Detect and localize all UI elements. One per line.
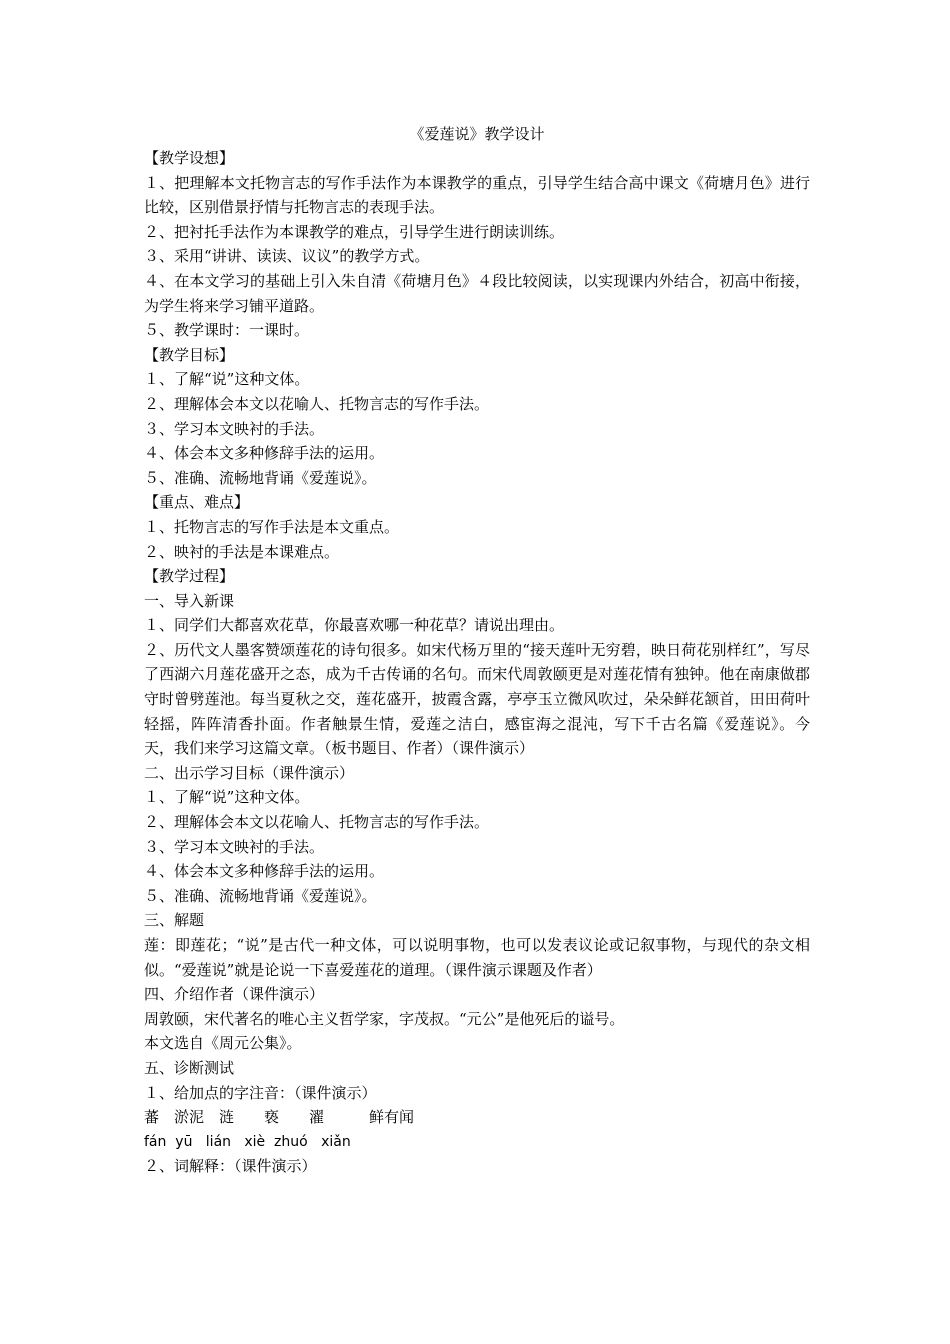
body-line: 【教学目标】 bbox=[144, 345, 235, 364]
body-line: ３、学习本文映衬的手法。 bbox=[144, 419, 325, 438]
body-line: 【教学设想】 bbox=[144, 149, 235, 167]
body-line: ４、在本文学习的基础上引入朱自清《荷塘月色》４段比较阅读，以实现课内外结合，初高中衔接，为学生将来学习铺平道路。 bbox=[144, 271, 810, 315]
body-line: 周敦颐，宋代著名的唯心主义哲学家，字茂叔。“元公”是他死后的谥号。 bbox=[144, 1009, 625, 1028]
body-line: ５、教学课时：一课时。 bbox=[144, 321, 310, 340]
body-line: ５、准确、流畅地背诵《爱莲说》。 bbox=[144, 468, 377, 487]
body-line: ４、体会本文多种修辞手法的运用。 bbox=[144, 862, 385, 881]
vocab-characters-row: 蕃 淤泥 涟 亵 濯 鲜有闻 bbox=[144, 1108, 415, 1127]
body-line: ３、学习本文映衬的手法。 bbox=[144, 837, 325, 856]
body-line-last: ２、词解释：（课件演示） bbox=[144, 1157, 317, 1176]
vocab-pinyin-row: fán yū lián xiè zhuó xiǎn bbox=[144, 1133, 351, 1150]
body-line: １、给加点的字注音：（课件演示） bbox=[144, 1083, 377, 1102]
body-line: 本文选自《周元公集》。 bbox=[144, 1034, 302, 1053]
body-line: ２、历代文人墨客赞颂莲花的诗句很多。如宋代杨万里的“接天莲叶无穷碧，映日荷花别样红”，写尽了西湖六月莲花盛开之态，成为千古传诵的名句。而宋代周敦颐更是对莲花情有独钟。他在南康做郡守时曾劈莲池。每当夏秋之交，莲花盛开，披霞含露，亭亭玉立微风吹过，朵朵鲜花颔首，田田荷叶轻摇，阵阵清香扑面。作者触景生情，爱莲之洁白，感宦海之混沌，写下千古名篇《爱莲说》。今天，我们来学习这篇文章。（板书题目、作者）（课件演示） bbox=[144, 640, 810, 758]
body-line: 【教学过程】 bbox=[144, 567, 235, 586]
body-line: １、把理解本文托物言志的写作手法作为本课教学的重点，引导学生结合高中课文《荷塘月色》进行比较，区别借景抒情与托物言志的表现手法。 bbox=[144, 173, 810, 217]
document-page bbox=[144, 122, 810, 1179]
body-line: ２、理解体会本文以花喻人、托物言志的写作手法。 bbox=[144, 394, 490, 413]
body-line: 【重点、难点】 bbox=[144, 493, 250, 512]
body-line: ２、映衬的手法是本课难点。 bbox=[144, 542, 340, 561]
body-line: １、同学们大都喜欢花草，你最喜欢哪一种花草？请说出理由。 bbox=[144, 616, 565, 635]
body-line: ５、准确、流畅地背诵《爱莲说》。 bbox=[144, 886, 377, 905]
body-line: ３、采用“讲讲、读读、议议”的教学方式。 bbox=[144, 247, 430, 266]
body-line: ２、理解体会本文以花喻人、托物言志的写作手法。 bbox=[144, 813, 490, 832]
body-line: 五、诊断测试 bbox=[144, 1058, 235, 1077]
body-line: １、托物言志的写作手法是本文重点。 bbox=[144, 517, 400, 536]
body-line: １、了解“说”这种文体。 bbox=[144, 370, 310, 389]
body-line: １、了解“说”这种文体。 bbox=[144, 788, 310, 807]
document-body bbox=[144, 146, 810, 1105]
body-line: 三、解题 bbox=[144, 911, 205, 930]
body-line: 二、出示学习目标（课件演示） bbox=[144, 763, 355, 782]
document-title: 《爱莲说》教学设计 bbox=[409, 125, 545, 143]
body-line: 一、导入新课 bbox=[144, 591, 235, 610]
body-line: 四、介绍作者（课件演示） bbox=[144, 985, 325, 1004]
body-line: ４、体会本文多种修辞手法的运用。 bbox=[144, 444, 385, 463]
body-line: ２、把衬托手法作为本课教学的难点，引导学生进行朗读训练。 bbox=[144, 222, 565, 241]
body-line: 莲：即莲花；“说”是古代一种文体，可以说明事物，也可以发表议论或记叙事物，与现代的杂文相似。“爱莲说”就是论说一下喜爱莲花的道理。（课件演示课题及作者） bbox=[144, 936, 810, 979]
